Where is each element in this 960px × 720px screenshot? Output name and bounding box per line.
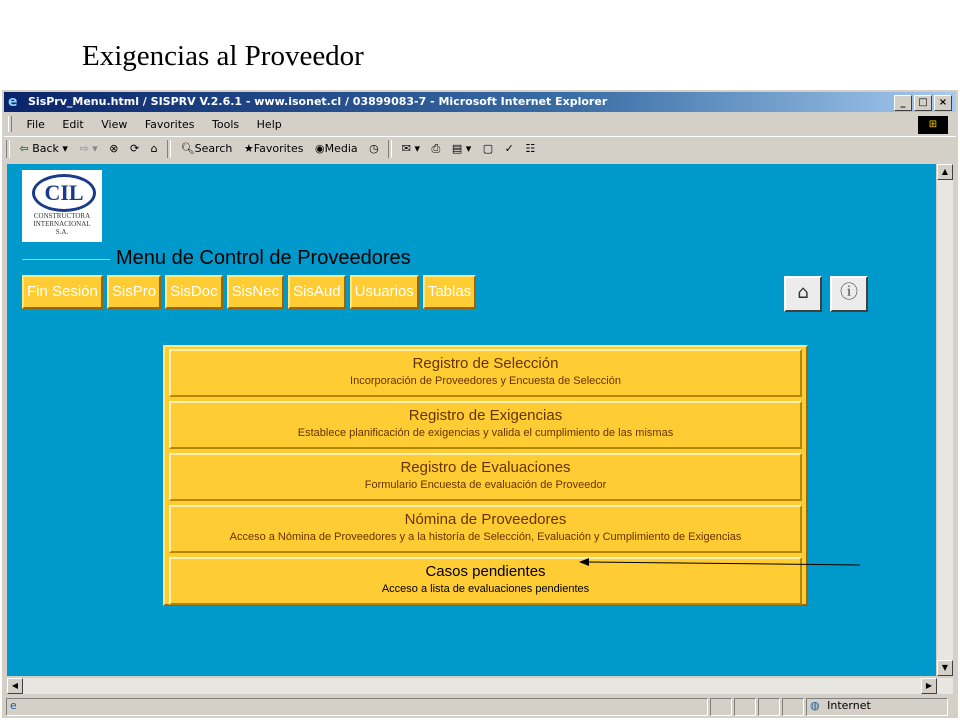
menu-item-title: Registro de Selección: [412, 355, 559, 372]
refresh-button[interactable]: [126, 137, 143, 155]
toolbar-grip: [6, 140, 10, 158]
menubar-grip: [8, 116, 12, 132]
history-button[interactable]: [365, 137, 383, 155]
forward-button[interactable]: [75, 137, 101, 155]
favorites-icon: ★: [243, 142, 254, 155]
page-viewport: [7, 164, 936, 676]
back-button[interactable]: ⇦ Back ▾: [19, 142, 68, 155]
research-button[interactable]: [521, 137, 539, 155]
page-heading: Menu de Control de Proveedores: [116, 247, 411, 269]
toolbar-separator-2: [388, 140, 392, 158]
scroll-right-icon[interactable]: ▶: [921, 678, 937, 694]
status-cell: [758, 698, 780, 716]
favorites-label: Favorites: [253, 142, 304, 155]
status-bar: [4, 696, 956, 716]
status-zone: [806, 698, 948, 716]
scroll-left-icon[interactable]: ◀: [7, 678, 23, 694]
windows-logo-icon: ⊞: [918, 116, 948, 134]
nav-tablas[interactable]: Tablas: [423, 275, 476, 309]
refresh-icon: ⟳: [129, 142, 140, 155]
status-cell: [782, 698, 804, 716]
mail-button[interactable]: [398, 137, 424, 155]
menu-favorites[interactable]: Favorites: [144, 118, 195, 131]
toolbar-separator: [167, 140, 171, 158]
menu-item-title: Nómina de Proveedores: [404, 511, 567, 528]
stop-icon: ⊗: [109, 142, 119, 155]
menu-tools[interactable]: Tools: [212, 118, 240, 131]
discuss-icon: ▢: [482, 142, 494, 155]
menu-item-title: Casos pendientes: [425, 563, 546, 580]
favorites-button[interactable]: [240, 137, 308, 155]
search-icon: 🔍︎: [180, 142, 195, 155]
window-title: SisPrv_Menu.html / SISPRV V.2.6.1 - www.isonet.cl / 03899083-7 - Microsoft Internet Explorer: [28, 95, 608, 108]
menu-item-title: Registro de Evaluaciones: [400, 459, 571, 476]
status-cell: [734, 698, 756, 716]
slide-title: Exigencias al Proveedor: [82, 40, 364, 72]
logo-line1: CONSTRUCTORA: [33, 212, 91, 220]
status-main: [6, 698, 708, 716]
menu-view[interactable]: View: [101, 118, 128, 131]
globe-icon: ◍: [810, 699, 820, 712]
status-cell: [710, 698, 732, 716]
menu-help[interactable]: Help: [256, 118, 282, 131]
info-icon: ⓘ: [840, 282, 858, 303]
zone-label: Internet: [827, 699, 871, 712]
scroll-up-icon[interactable]: ▲: [937, 164, 953, 180]
title-bar: [4, 92, 956, 112]
close-button[interactable]: ×: [934, 95, 952, 111]
arrow-line: [587, 562, 860, 565]
spellcheck-icon: ✓: [504, 142, 514, 155]
menu-item-subtitle: Acceso a lista de evaluaciones pendientes: [381, 583, 590, 595]
logo-abbr: CIL: [32, 174, 96, 212]
vertical-scrollbar[interactable]: [937, 164, 953, 676]
minimize-button[interactable]: _: [894, 95, 912, 111]
arrow-head: [579, 558, 589, 566]
mail-icon: ✉ ▾: [401, 142, 420, 155]
menu-bar: [4, 114, 956, 134]
toolbar: [4, 136, 956, 161]
back-label: Back: [32, 142, 59, 155]
nav-sisdoc[interactable]: SisDoc: [165, 275, 223, 309]
menu-file[interactable]: File: [26, 118, 45, 131]
nav-sispro[interactable]: SisPro: [107, 275, 161, 309]
history-icon: ◷: [369, 142, 379, 155]
media-icon: ◉: [314, 142, 325, 155]
browser-window: [2, 90, 958, 718]
research-icon: ☷: [525, 142, 536, 155]
edit-icon: ▤ ▾: [451, 142, 472, 155]
spell-button[interactable]: [501, 137, 518, 155]
menu-item-subtitle: Formulario Encuesta de evaluación de Proveedor: [364, 479, 607, 491]
nav-sisnec[interactable]: SisNec: [227, 275, 285, 309]
scroll-down-icon[interactable]: ▼: [937, 660, 953, 676]
media-label: Media: [324, 142, 358, 155]
logo-line2: INTERNACIONAL: [33, 220, 91, 228]
search-label: Search: [194, 142, 233, 155]
nav-usuarios[interactable]: Usuarios: [350, 275, 419, 309]
home-toolbar-icon: ⌂: [150, 142, 158, 155]
menu-item-title: Registro de Exigencias: [408, 407, 563, 424]
print-button[interactable]: [428, 137, 445, 156]
home-icon: ⌂: [797, 282, 809, 303]
menu-item-subtitle: Acceso a Nómina de Proveedores y a la historía de Selección, Evaluación y Cumplimiento de Exigencias: [229, 531, 742, 543]
nav-fin-sesion[interactable]: Fin Sesión: [22, 275, 103, 309]
forward-arrow-icon: ⇨ ▾: [79, 142, 98, 155]
home-toolbar-button[interactable]: [147, 137, 162, 155]
horizontal-scrollbar[interactable]: [7, 678, 953, 694]
nav-sisaud[interactable]: SisAud: [288, 275, 346, 309]
arrow-annotation: [7, 164, 936, 676]
logo-line3: S.A.: [55, 228, 69, 236]
page-icon: e: [10, 699, 17, 712]
menu-edit[interactable]: Edit: [62, 118, 84, 131]
stop-button[interactable]: [105, 137, 122, 155]
discuss-button[interactable]: [479, 137, 497, 155]
menu-item-subtitle: Establece planificación de exigencias y valida el cumplimiento de las mismas: [297, 427, 674, 439]
ie-icon: e: [8, 94, 18, 110]
maximize-button[interactable]: □: [914, 95, 932, 111]
menu-item-subtitle: Incorporación de Proveedores y Encuesta de Selección: [350, 375, 621, 387]
edit-button[interactable]: [448, 137, 475, 155]
back-arrow-icon: ⇦: [19, 142, 29, 155]
media-button[interactable]: [311, 137, 362, 155]
print-icon: ⎙: [431, 142, 441, 155]
search-button[interactable]: [177, 137, 237, 155]
